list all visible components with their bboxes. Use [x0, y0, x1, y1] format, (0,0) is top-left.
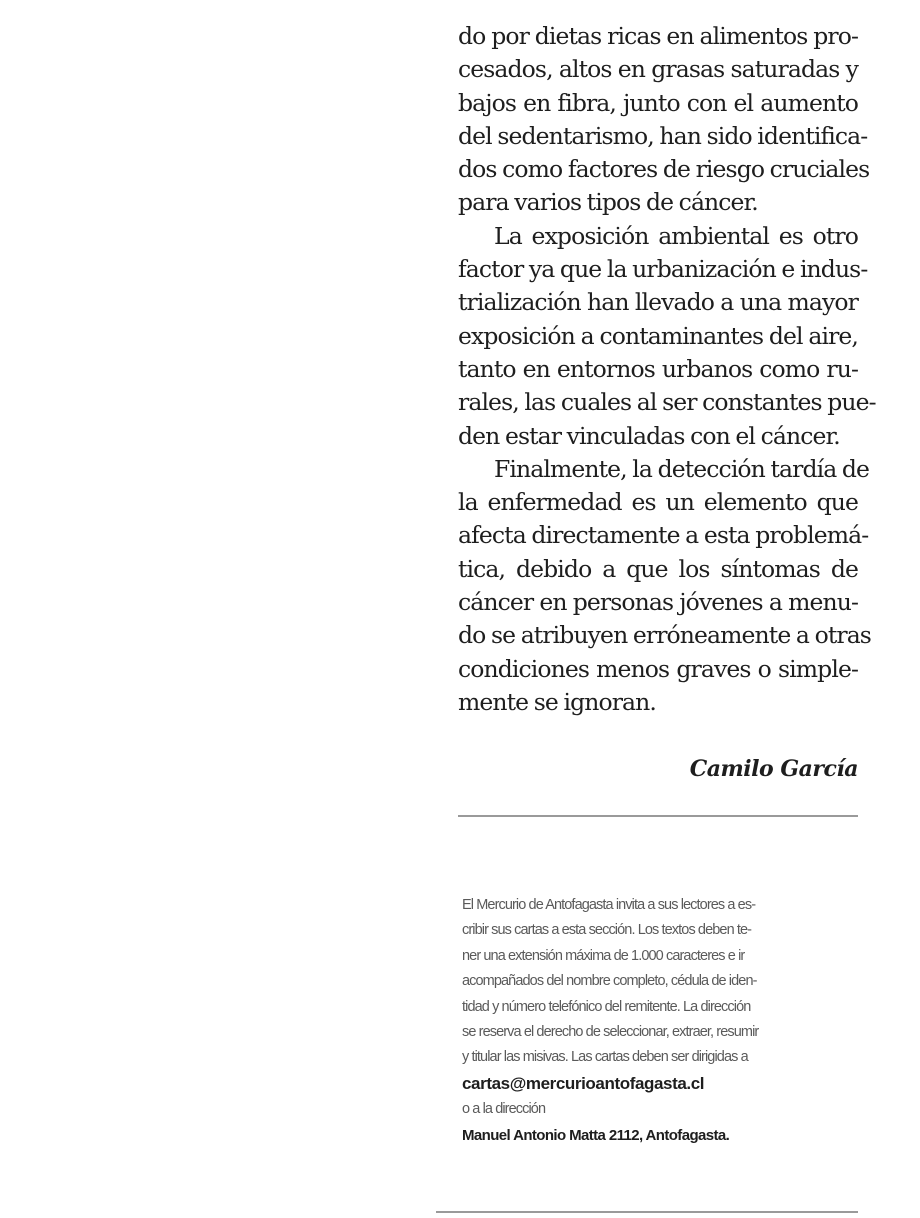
text-line: exposición a contaminantes del aire,: [458, 321, 858, 350]
submission-email: cartas@mercurioantofagasta.cl: [462, 1073, 705, 1093]
text-line: cesados, altos en grasas saturadas y: [458, 55, 858, 84]
text-line: afecta directamente a esta problemá-: [458, 521, 869, 550]
text-line: La exposición ambiental es otro: [494, 221, 858, 250]
text-line: mente se ignoran.: [458, 687, 656, 716]
text-line: del sedentarismo, han sido identifica-: [458, 121, 868, 150]
paragraph-2: [458, 220, 876, 453]
letter-body: [458, 20, 876, 719]
text-line: rales, las cuales al ser constantes pue-: [458, 388, 876, 417]
paragraph-3: [458, 453, 871, 719]
submission-address: Manuel Antonio Matta 2112, Antofagasta.: [462, 1127, 730, 1145]
text-line: para varios tipos de cáncer.: [458, 188, 758, 217]
letters-submission-notice: [462, 893, 860, 1150]
notice-line: ner una extensión máxima de 1.000 caracteres e ir: [462, 947, 745, 964]
text-line: tica, debido a que los síntomas de: [458, 554, 858, 583]
text-line: la enfermedad es un elemento que: [458, 488, 858, 517]
notice-line: o a la dirección: [462, 1100, 546, 1117]
text-line: bajos en fibra, junto con el aumento: [458, 88, 858, 117]
notice-line: acompañados del nombre completo, cédula de iden-: [462, 973, 757, 990]
text-line: trialización han llevado a una mayor: [458, 288, 858, 317]
text-line: Finalmente, la detección tardía de: [494, 454, 870, 483]
text-line: factor ya que la urbanización e indus-: [458, 255, 868, 284]
notice-line: y titular las misivas. Las cartas deben ser dirigidas a: [462, 1049, 748, 1066]
author-signature: Camilo García: [689, 756, 858, 782]
text-line: tanto en entornos urbanos como ru-: [458, 354, 858, 383]
text-line: do se atribuyen erróneamente a otras: [458, 621, 871, 650]
text-line: dos como factores de riesgo cruciales: [458, 155, 870, 184]
notice-line: tidad y número telefónico del remitente. La dirección: [462, 998, 751, 1015]
text-line: cáncer en personas jóvenes a menu-: [458, 588, 858, 617]
text-line: condiciones menos graves o simple-: [458, 654, 858, 683]
section-divider: [458, 815, 858, 817]
notice-line: cribir sus cartas a esta sección. Los textos deben te-: [462, 922, 752, 939]
paragraph-1: [458, 20, 870, 220]
text-line: den estar vinculadas con el cáncer.: [458, 421, 840, 450]
bottom-divider: [436, 1211, 858, 1213]
text-line: do por dietas ricas en alimentos pro-: [458, 22, 858, 50]
notice-line: El Mercurio de Antofagasta invita a sus lectores a es-: [462, 897, 756, 913]
notice-line: se reserva el derecho de seleccionar, extraer, resumir: [462, 1023, 759, 1040]
